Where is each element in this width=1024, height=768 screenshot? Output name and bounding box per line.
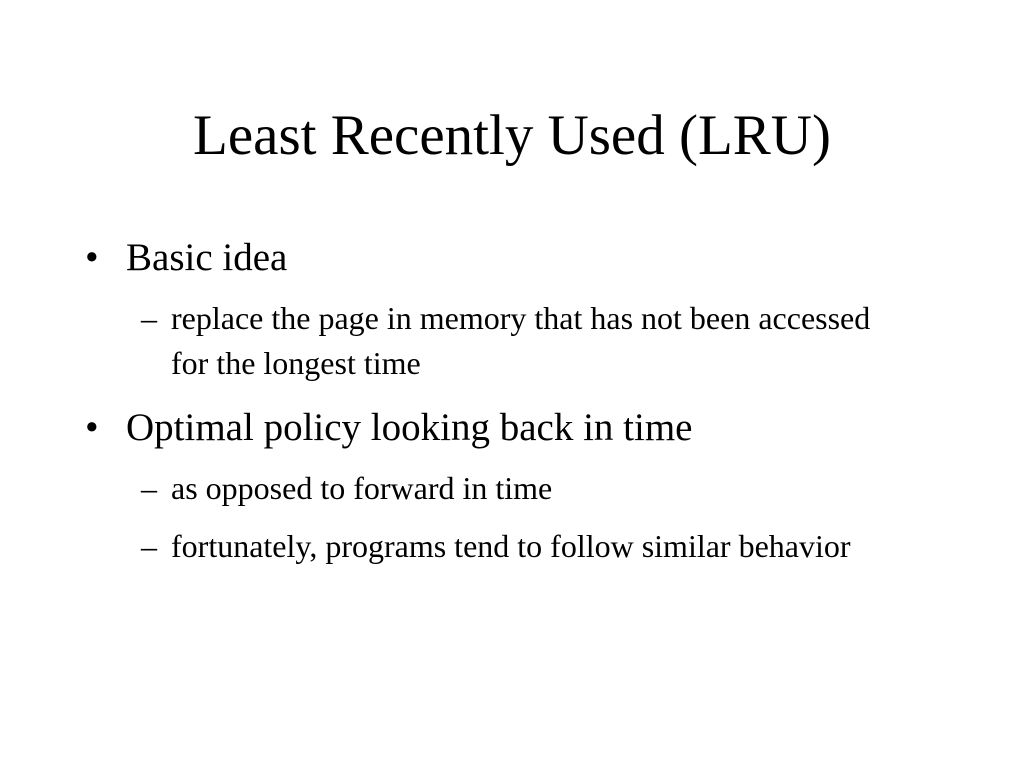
bullet-marker: •	[85, 236, 99, 279]
sub-bullet-marker: –	[141, 470, 157, 506]
sub-bullet-text: as opposed to forward in time	[171, 470, 553, 506]
slide-title: Least Recently Used (LRU)	[193, 104, 831, 167]
sub-bullet-marker: –	[141, 528, 157, 564]
sub-bullet-text: fortunately, programs tend to follow similar behavior	[171, 528, 851, 564]
sub-bullet-text: replace the page in memory that has not been accessed for the longest time	[171, 300, 871, 381]
bullet-text: Basic idea	[126, 236, 288, 279]
bullet-marker: •	[85, 406, 99, 449]
bullet-text: Optimal policy looking back in time	[126, 406, 693, 449]
sub-bullet-marker: –	[141, 300, 157, 336]
